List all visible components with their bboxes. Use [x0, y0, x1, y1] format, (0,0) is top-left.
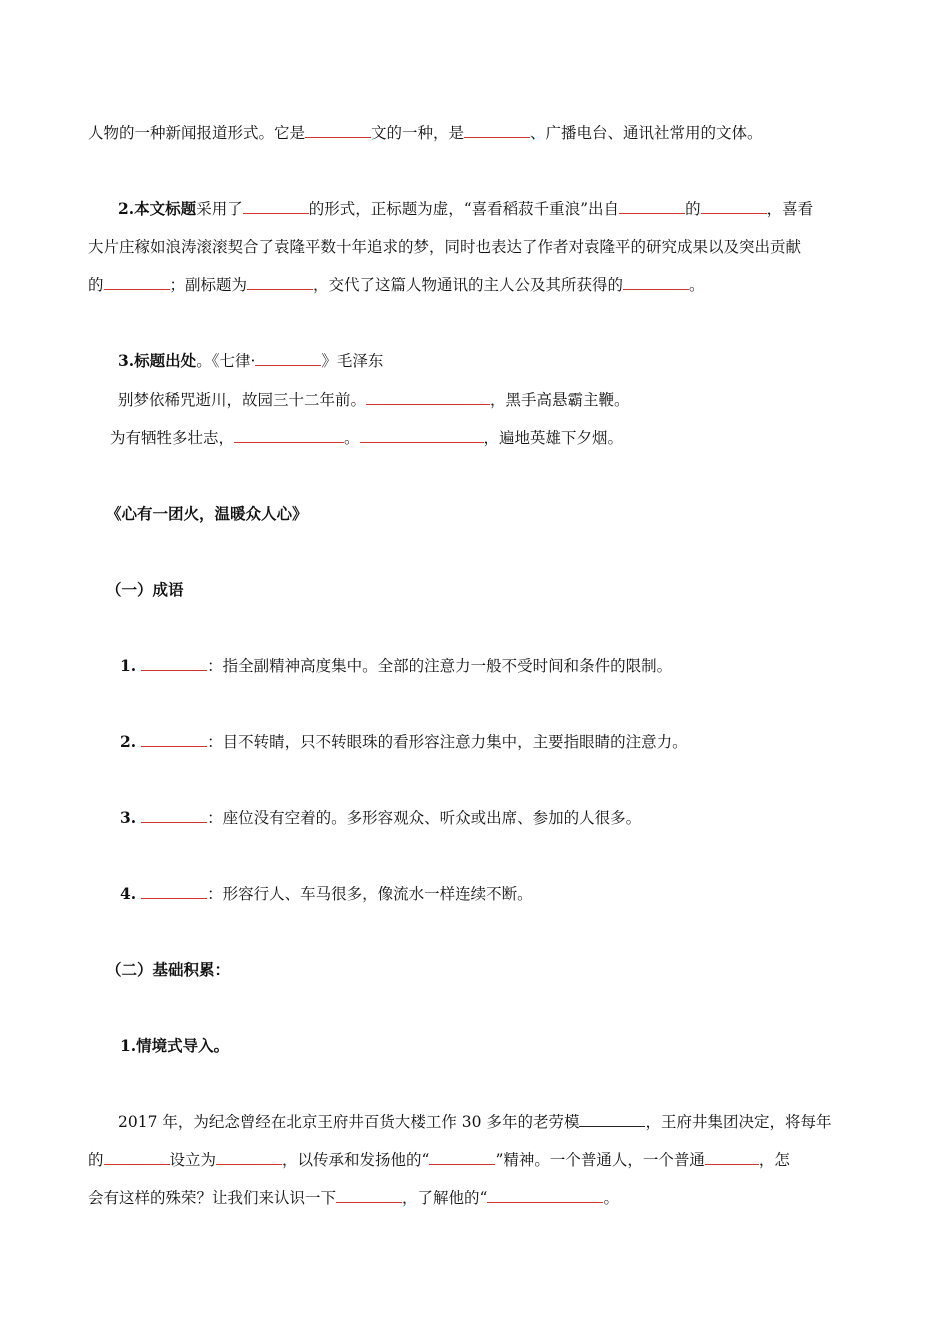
- text: ”精神。一个普通人，一个普通: [495, 1151, 705, 1169]
- text: 别梦依稀咒逝川，故园三十二年前。: [118, 391, 367, 409]
- text: 》毛泽东: [321, 352, 384, 370]
- text: 。《七律·: [196, 352, 256, 370]
- fill-blank[interactable]: [247, 275, 313, 290]
- text: 采用了: [196, 200, 243, 218]
- text: 。: [603, 1189, 619, 1207]
- idiom-item-4: [120, 883, 533, 905]
- fill-blank[interactable]: [305, 123, 371, 138]
- fill-blank[interactable]: [619, 199, 685, 214]
- fill-blank[interactable]: [216, 1150, 282, 1165]
- text-line-3: [88, 236, 801, 258]
- text: ；副标题为: [169, 276, 248, 294]
- text: 的: [88, 276, 104, 294]
- idiom-definition: ：指全副精神高度集中。全部的注意力一般不受时间和条件的限制。: [207, 657, 673, 675]
- text: 的: [88, 1151, 104, 1169]
- fill-blank[interactable]: [141, 808, 207, 823]
- text-line-5: [118, 350, 383, 372]
- fill-blank[interactable]: [464, 123, 530, 138]
- idiom-number: 4.: [120, 884, 137, 903]
- part-heading-idioms: （一）成语: [106, 580, 184, 599]
- text: 为有牺牲多壮志，: [110, 429, 235, 447]
- text: ，王府井集团决定，将每年: [645, 1113, 832, 1131]
- fill-blank[interactable]: [141, 732, 207, 747]
- idiom-number: 2.: [120, 732, 137, 751]
- idiom-definition: ：形容行人、车马很多，像流水一样连续不断。: [207, 885, 533, 903]
- text-line-p2: [88, 1149, 790, 1171]
- text-line-p1: [118, 1111, 831, 1133]
- text: ，怎: [758, 1151, 790, 1169]
- text: 。: [689, 276, 705, 294]
- text: ，喜看: [766, 200, 814, 218]
- idiom-number: 1.: [120, 656, 137, 675]
- heading-3: 3.标题出处: [118, 351, 197, 370]
- fill-blank[interactable]: [705, 1150, 759, 1165]
- text: 、广播电台、通讯社常用的文体。: [530, 124, 763, 142]
- fill-blank[interactable]: [234, 428, 344, 443]
- text: 。: [344, 429, 360, 447]
- text: 2017 年，为纪念曾经在北京王府井百货大楼工作 30 多年的老劳模: [118, 1113, 580, 1131]
- fill-blank[interactable]: [366, 390, 490, 405]
- fill-blank[interactable]: [141, 884, 207, 899]
- idiom-definition: ：目不转睛，只不转眼珠的看形容注意力集中，主要指眼睛的注意力。: [207, 733, 688, 751]
- text: 人物的一种新闻报道形式。它是: [88, 124, 306, 142]
- text-line-4: [88, 274, 705, 296]
- text: 的形式，正标题为虚，“喜看稻菽千重浪”出自: [308, 200, 620, 218]
- fill-blank[interactable]: [623, 275, 689, 290]
- text-line-1: [88, 122, 763, 144]
- heading-2: 2.本文标题: [118, 199, 197, 218]
- text: ，以传承和发扬他的“: [282, 1151, 430, 1169]
- text: ，了解他的“: [402, 1189, 488, 1207]
- fill-blank[interactable]: [141, 656, 207, 671]
- fill-blank[interactable]: [255, 351, 321, 366]
- fill-blank[interactable]: [487, 1188, 603, 1203]
- fill-blank[interactable]: [429, 1150, 495, 1165]
- fill-blank[interactable]: [360, 428, 484, 443]
- fill-blank[interactable]: [701, 199, 767, 214]
- idiom-item-2: [120, 731, 688, 753]
- text: 大片庄稼如浪涛滚滚契合了袁隆平数十年追求的梦，同时也表达了作者对袁隆平的研究成果以及突出贡献: [88, 238, 802, 256]
- text-line-p3: [88, 1187, 619, 1209]
- fill-blank[interactable]: [336, 1188, 402, 1203]
- text-line-2: [118, 198, 813, 220]
- idiom-definition: ：座位没有空着的。多形容观众、听众或出席、参加的人很多。: [207, 809, 642, 827]
- fill-blank[interactable]: [579, 1112, 645, 1127]
- text: ，交代了这篇人物通讯的主人公及其所获得的: [313, 276, 624, 294]
- article-title: 《心有一团火，温暖众人心》: [106, 504, 308, 523]
- text-line-7: [110, 427, 623, 449]
- text: ，黑手高悬霸主鞭。: [490, 391, 630, 409]
- idiom-item-1: [120, 655, 672, 677]
- idiom-number: 3.: [120, 808, 137, 827]
- text-line-6: [118, 389, 630, 411]
- part-heading-basics: （二）基础积累：: [106, 960, 231, 979]
- fill-blank[interactable]: [104, 275, 170, 290]
- fill-blank[interactable]: [104, 1150, 170, 1165]
- text: ，遍地英雄下夕烟。: [483, 429, 624, 447]
- sub-heading-intro: 1.情境式导入。: [120, 1036, 230, 1055]
- idiom-item-3: [120, 807, 641, 829]
- text: 的: [685, 200, 701, 218]
- fill-blank[interactable]: [243, 199, 309, 214]
- text: 设立为: [169, 1151, 217, 1169]
- text: 会有这样的殊荣？让我们来认识一下: [88, 1189, 337, 1207]
- text: 文的一种，是: [371, 124, 465, 142]
